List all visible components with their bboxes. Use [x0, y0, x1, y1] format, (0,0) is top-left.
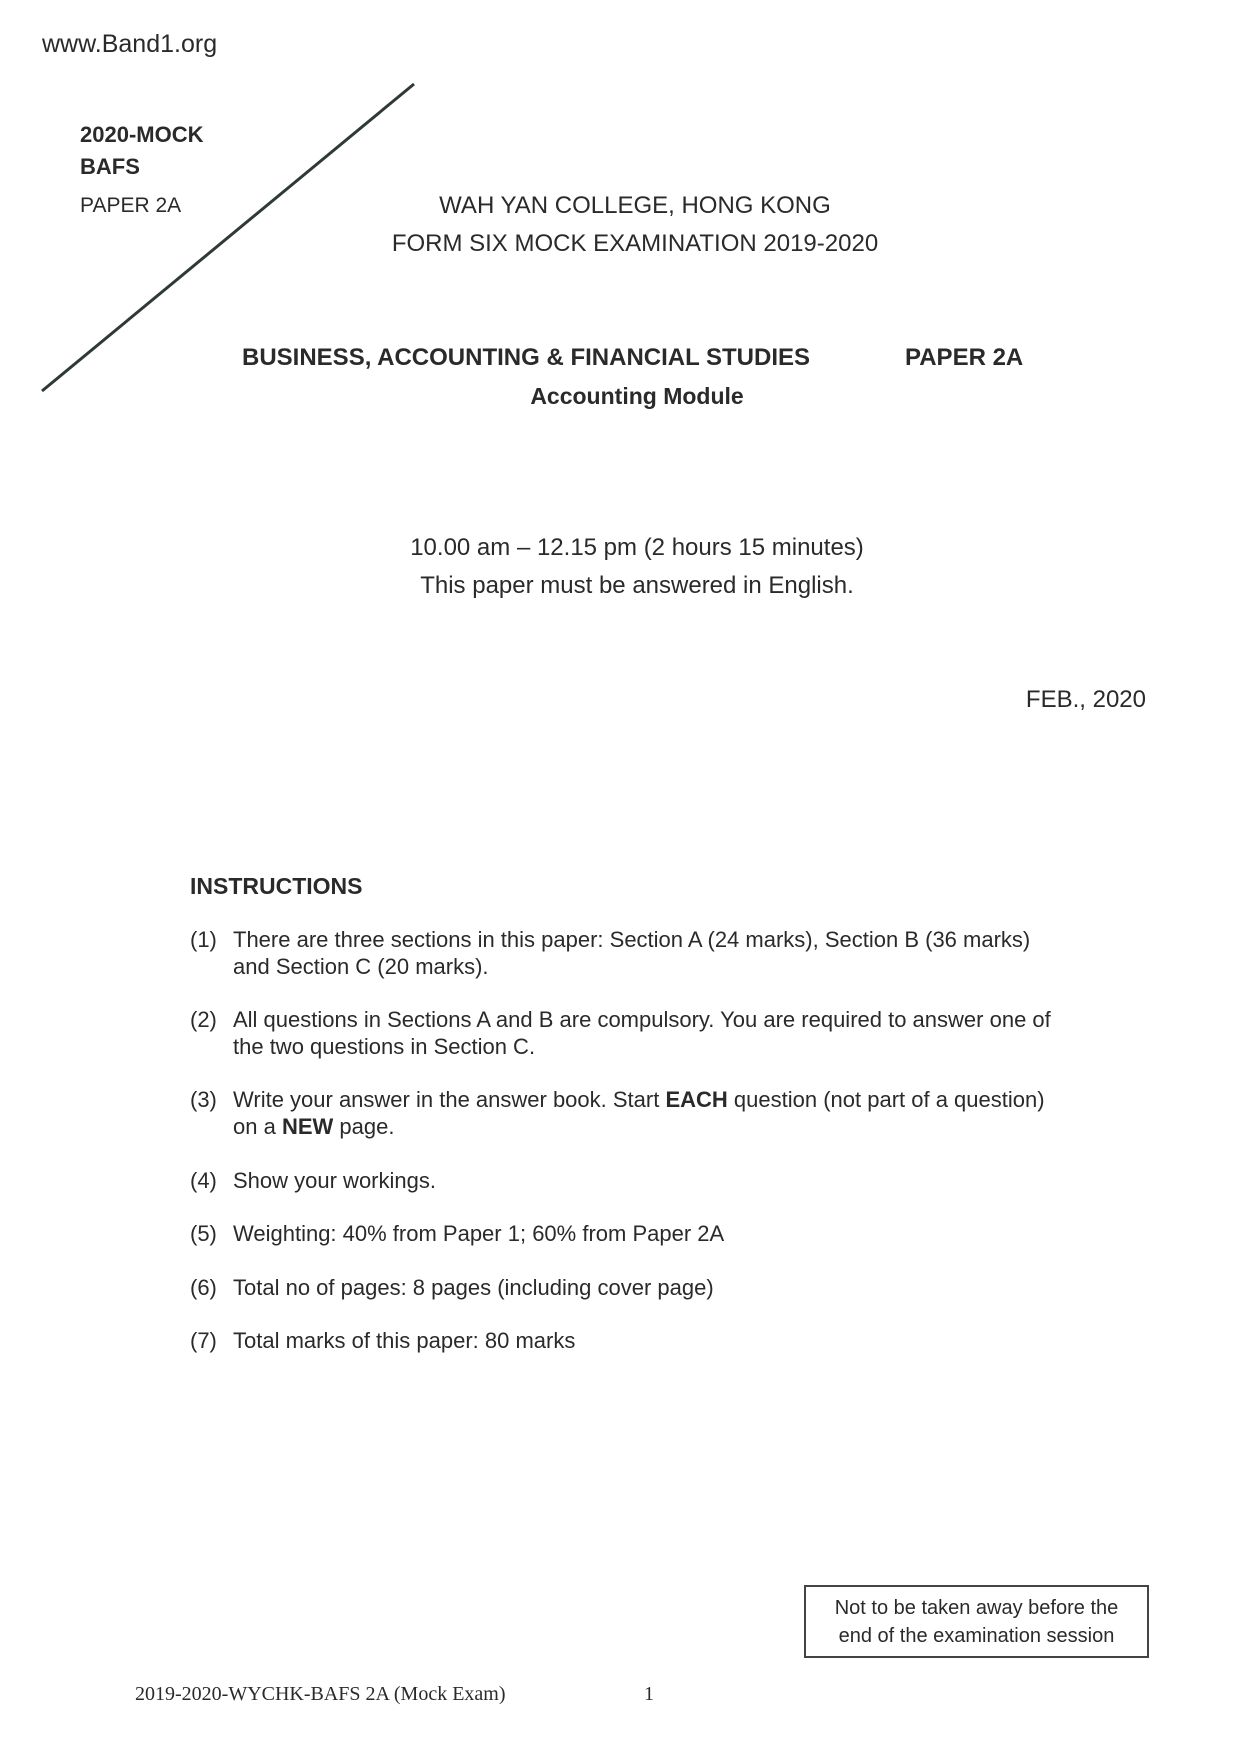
instruction-number: (3)	[190, 1087, 217, 1112]
exam-title: FORM SIX MOCK EXAMINATION 2019-2020	[391, 230, 879, 257]
subject-title: BUSINESS, ACCOUNTING & FINANCIAL STUDIES	[242, 344, 811, 371]
instruction-number: (5)	[190, 1221, 217, 1246]
instruction-text	[233, 1113, 394, 1140]
instruction-text: All questions in Sections A and B are compulsory. You are required to answer one of	[233, 1007, 1051, 1032]
instruction-text: There are three sections in this paper: Section A (24 marks), Section B (36 marks)	[233, 927, 1031, 952]
instruction-number: (2)	[190, 1007, 217, 1032]
school-name: WAH YAN COLLEGE, HONG KONG	[439, 192, 831, 219]
instructions-title: INSTRUCTIONS	[190, 873, 363, 899]
footer-code: 2019-2020-WYCHK-BAFS 2A (Mock Exam)	[135, 1683, 506, 1705]
corner-subject: BAFS	[80, 154, 140, 179]
corner-paper: PAPER 2A	[80, 194, 182, 217]
exam-time: 10.00 am – 12.15 pm (2 hours 15 minutes)	[410, 534, 864, 561]
instruction-text: and Section C (20 marks).	[233, 954, 489, 979]
notice-line: Not to be taken away before the	[834, 1597, 1119, 1619]
instruction-number: (6)	[190, 1275, 217, 1300]
exam-date: FEB., 2020	[1025, 686, 1146, 713]
text-run: question (not part of a question)	[727, 1087, 1045, 1112]
instruction-text: Total marks of this paper: 80 marks	[233, 1328, 576, 1353]
text-run: page.	[333, 1114, 395, 1139]
emphasis: EACH	[665, 1087, 728, 1112]
instruction-number: (7)	[190, 1328, 217, 1353]
instruction-text: Weighting: 40% from Paper 1; 60% from Paper 2A	[233, 1221, 725, 1246]
text-run: Write your answer in the answer book. Start	[233, 1087, 666, 1112]
instruction-text: Total no of pages: 8 pages (including cover page)	[233, 1275, 714, 1300]
notice-box	[804, 1585, 1149, 1658]
instruction-text: the two questions in Section C.	[233, 1034, 536, 1059]
instruction-number: (4)	[190, 1168, 217, 1193]
emphasis: NEW	[281, 1114, 334, 1139]
text-run: on a	[233, 1114, 282, 1139]
notice-line: end of the examination session	[838, 1625, 1115, 1647]
module-title: Accounting Module	[530, 383, 744, 409]
watermark: www.Band1.org	[42, 30, 218, 58]
instruction-number: (1)	[190, 927, 217, 952]
corner-code: 2020-MOCK	[80, 122, 204, 147]
page-number: 1	[644, 1683, 654, 1705]
instruction-text	[233, 1086, 1045, 1113]
paper-label: PAPER 2A	[905, 344, 1024, 371]
language-note: This paper must be answered in English.	[420, 572, 854, 599]
instruction-text: Show your workings.	[233, 1168, 436, 1193]
